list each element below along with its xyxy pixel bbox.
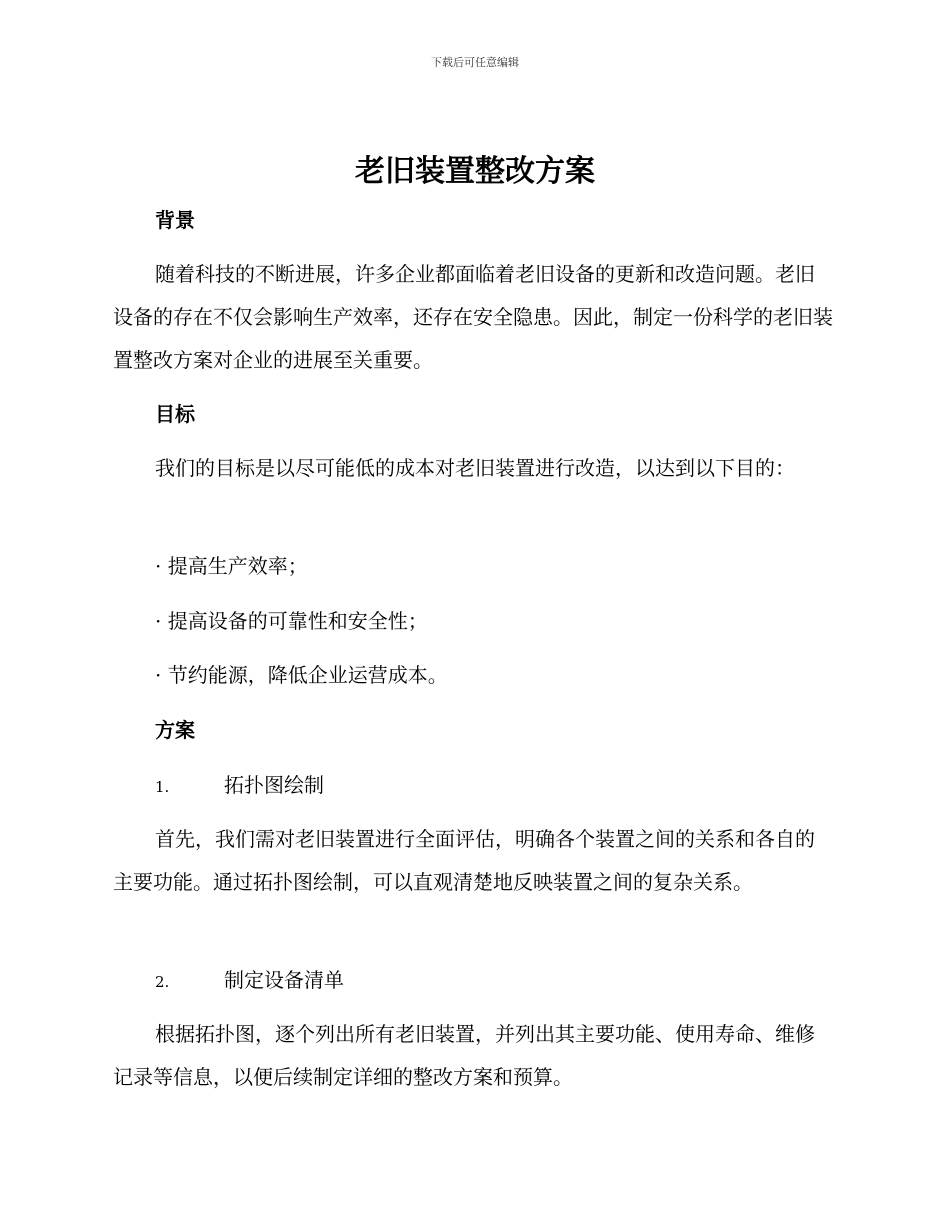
header-note: 下载后可任意编辑 (431, 56, 519, 69)
goal-bullet-3: · 节约能源，降低企业运营成本。 (155, 663, 448, 687)
plan-step-2-paragraph: 根据拓扑图，逐个列出所有老旧装置，并列出其主要功能、使用寿命、维修记录等信息，以便后续制定详细的整改方案和预算。 (113, 1022, 815, 1089)
step-title: 制定设备清单 (224, 968, 344, 992)
goal-bullet-1: · 提高生产效率； (155, 554, 308, 578)
document-title: 老旧装置整改方案 (355, 154, 595, 189)
plan-step-1-title (155, 771, 324, 801)
plan-step-2-title (155, 966, 344, 996)
plan-step-1-paragraph: 首先，我们需对老旧装置进行全面评估，明确各个装置之间的关系和各自的主要功能。通过拓扑图绘制，可以直观清楚地反映装置之间的复杂关系。 (113, 827, 815, 894)
background-paragraph: 随着科技的不断进展，许多企业都面临着老旧设备的更新和改造问题。老旧设备的存在不仅会影响生产效率，还存在安全隐患。因此，制定一份科学的老旧装置整改方案对企业的进展至关重要。 (113, 262, 833, 372)
section-heading-plan: 方案 (155, 718, 195, 742)
step-number: 1. (155, 778, 170, 796)
goal-bullet-2: · 提高设备的可靠性和安全性； (155, 609, 428, 633)
section-heading-goal: 目标 (155, 402, 195, 426)
step-title: 拓扑图绘制 (224, 773, 324, 797)
section-heading-background: 背景 (155, 208, 195, 232)
goal-paragraph: 我们的目标是以尽可能低的成本对老旧装置进行改造，以达到以下目的： (155, 456, 795, 480)
step-number: 2. (155, 973, 170, 991)
